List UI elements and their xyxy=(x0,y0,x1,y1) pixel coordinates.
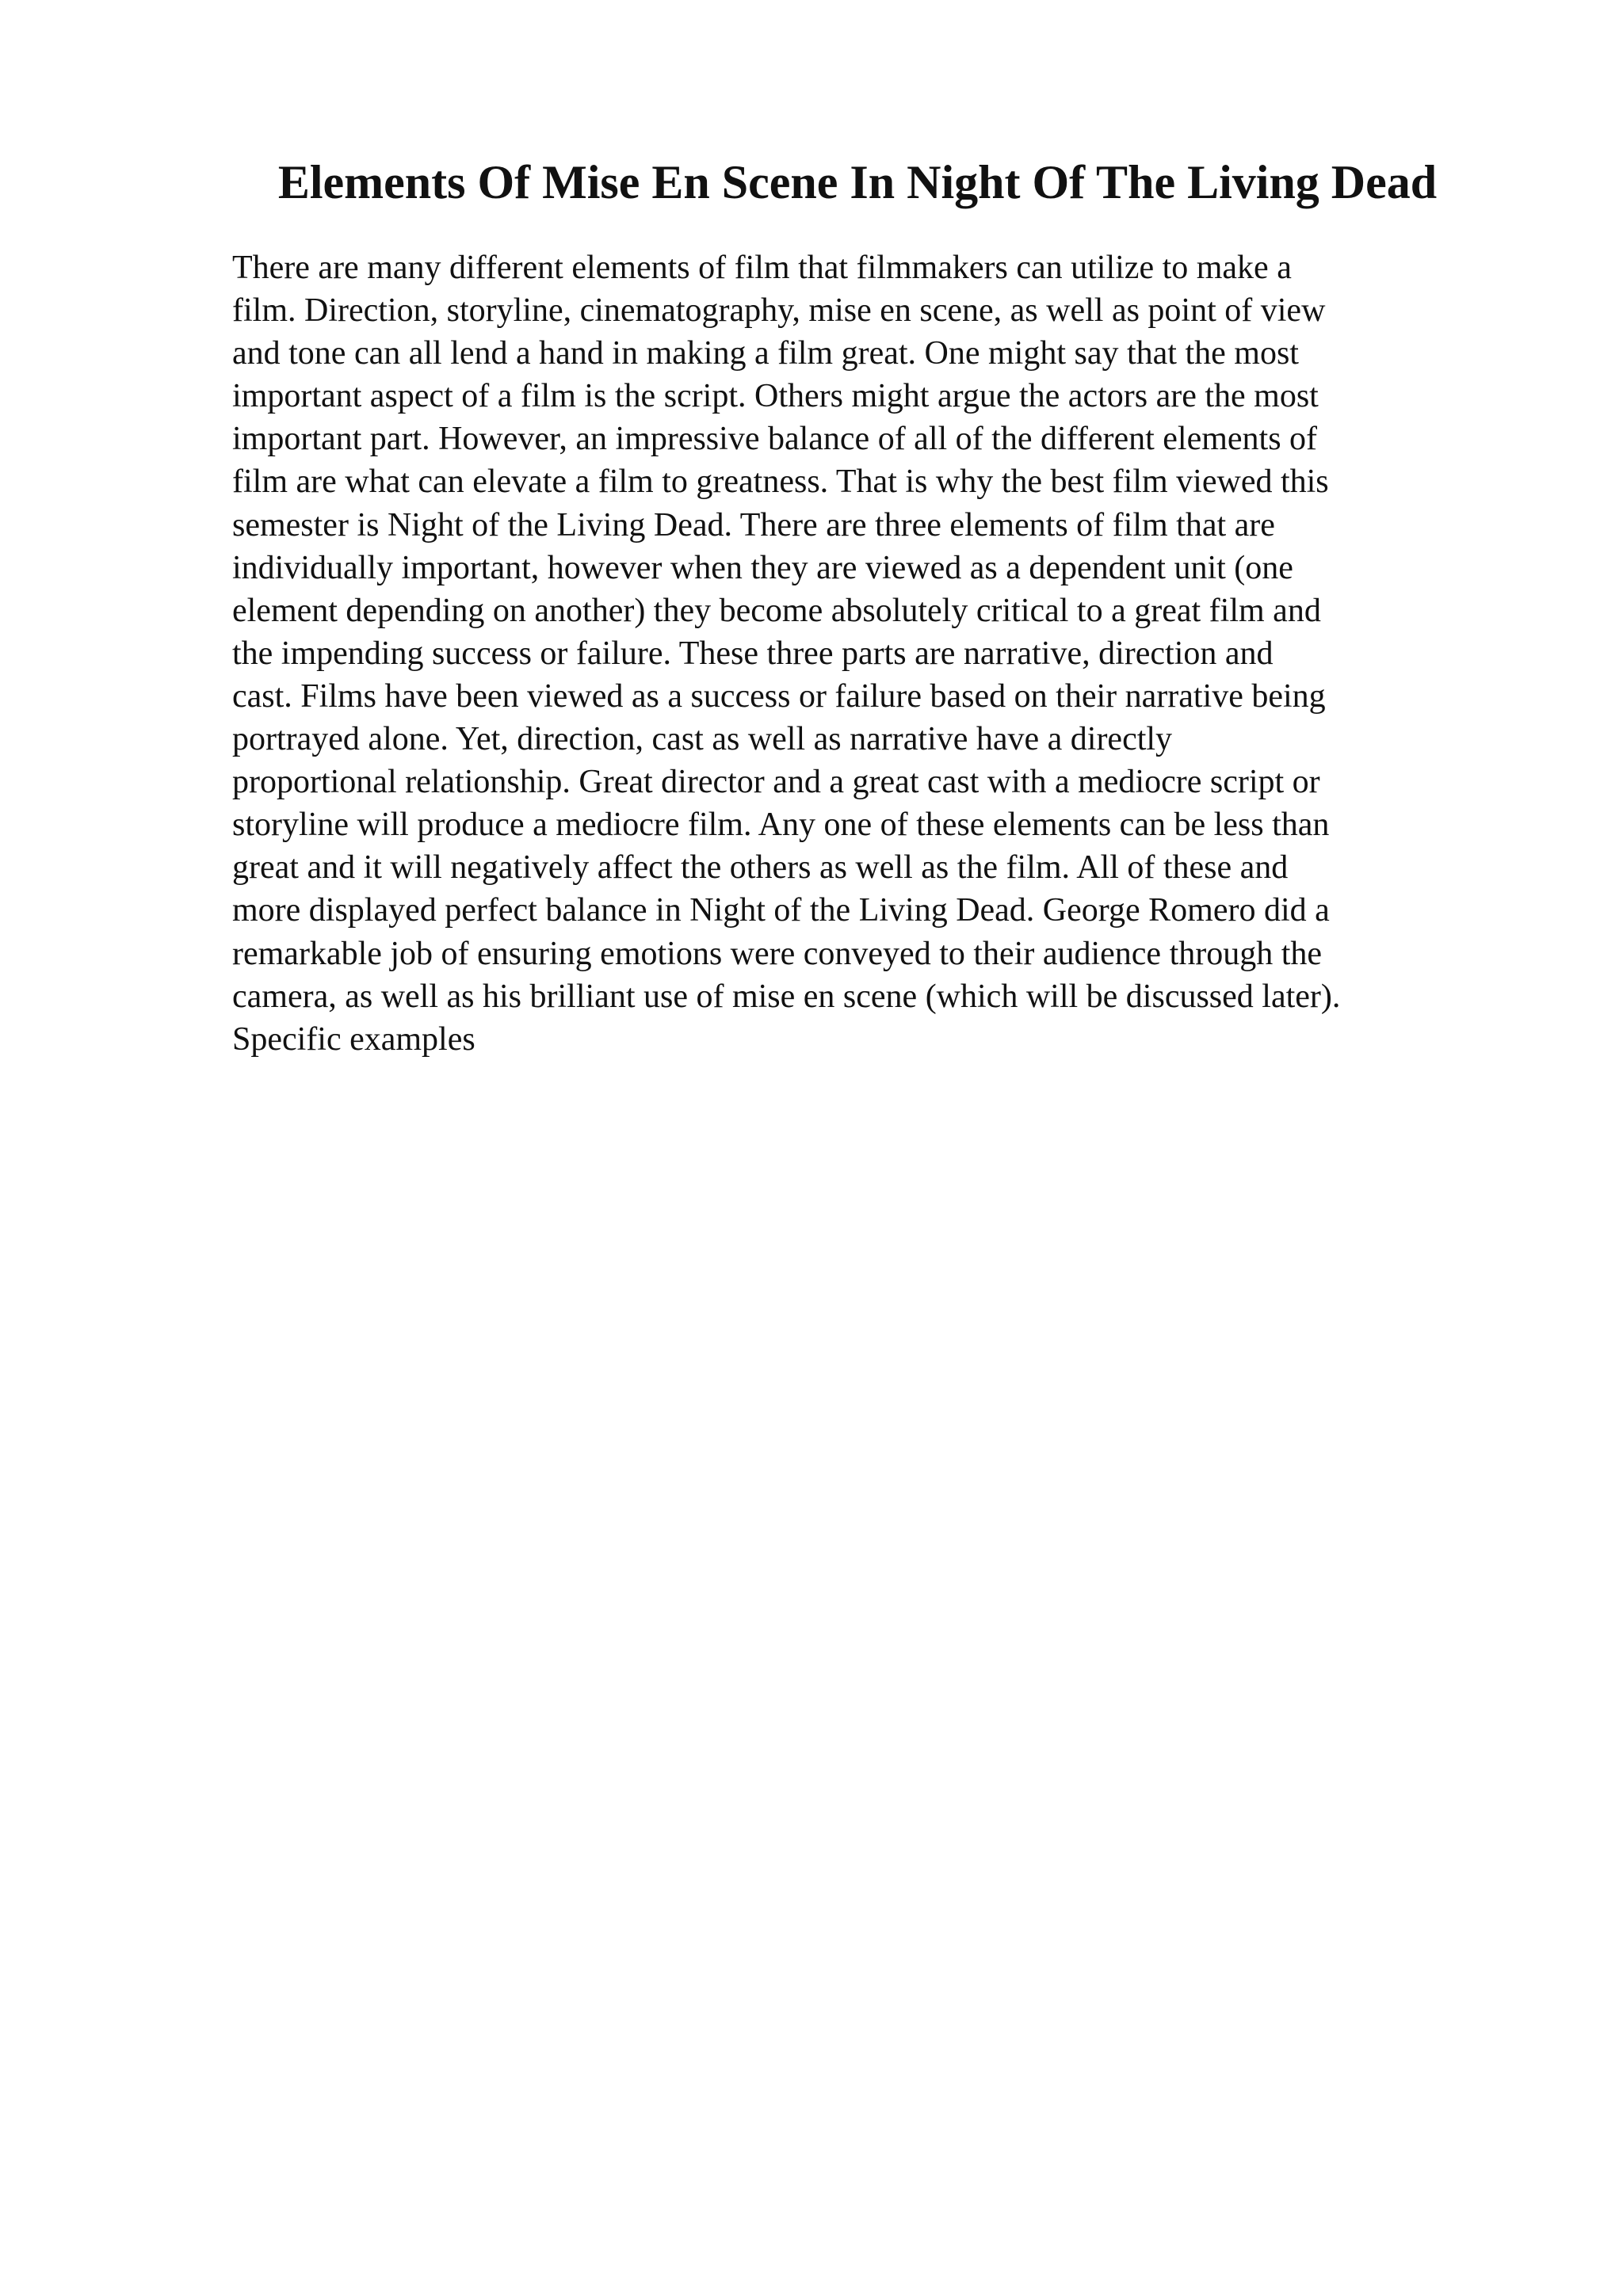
document-body xyxy=(232,246,1468,1061)
body-line: element depending on another) they become absolutely critical to a great film and xyxy=(232,592,1321,629)
body-line: semester is Night of the Living Dead. There are three elements of film that are xyxy=(232,506,1275,543)
body-line: camera, as well as his brilliant use of mise en scene (which will be discussed later). xyxy=(232,978,1341,1015)
body-line: great and it will negatively affect the others as well as the film. All of these and xyxy=(232,849,1289,887)
body-line: There are many different elements of film that filmmakers can utilize to make a xyxy=(232,250,1292,286)
body-line: proportional relationship. Great director and a great cast with a mediocre script or xyxy=(232,764,1320,801)
body-line: important part. However, an impressive balance of all of the different elements of xyxy=(232,421,1318,458)
body-line: and tone can all lend a hand in making a film great. One might say that the most xyxy=(232,335,1299,372)
body-line: Specific examples xyxy=(232,1020,475,1058)
body-line: film. Direction, storyline, cinematography, mise en scene, as well as point of view xyxy=(232,292,1326,330)
body-line: film are what can elevate a film to greatness. That is why the best film viewed this xyxy=(232,463,1329,501)
body-line: the impending success or failure. These three parts are narrative, direction and xyxy=(232,635,1274,672)
body-line: portrayed alone. Yet, direction, cast as well as narrative have a directly xyxy=(232,721,1173,758)
body-line: remarkable job of ensuring emotions were conveyed to their audience through the xyxy=(232,935,1323,972)
body-line: individually important, however when they are viewed as a dependent unit (one xyxy=(232,549,1293,586)
body-line: important aspect of a film is the script. Others might argue the actors are the most xyxy=(232,378,1319,415)
body-line: more displayed perfect balance in Night of the Living Dead. George Romero did a xyxy=(232,892,1330,929)
document-title: Elements Of Mise En Scene In Night Of The Living Dead xyxy=(277,156,1438,208)
body-line: cast. Films have been viewed as a success or failure based on their narrative being xyxy=(232,677,1326,715)
body-line: storyline will produce a mediocre film. Any one of these elements can be less than xyxy=(232,807,1330,844)
